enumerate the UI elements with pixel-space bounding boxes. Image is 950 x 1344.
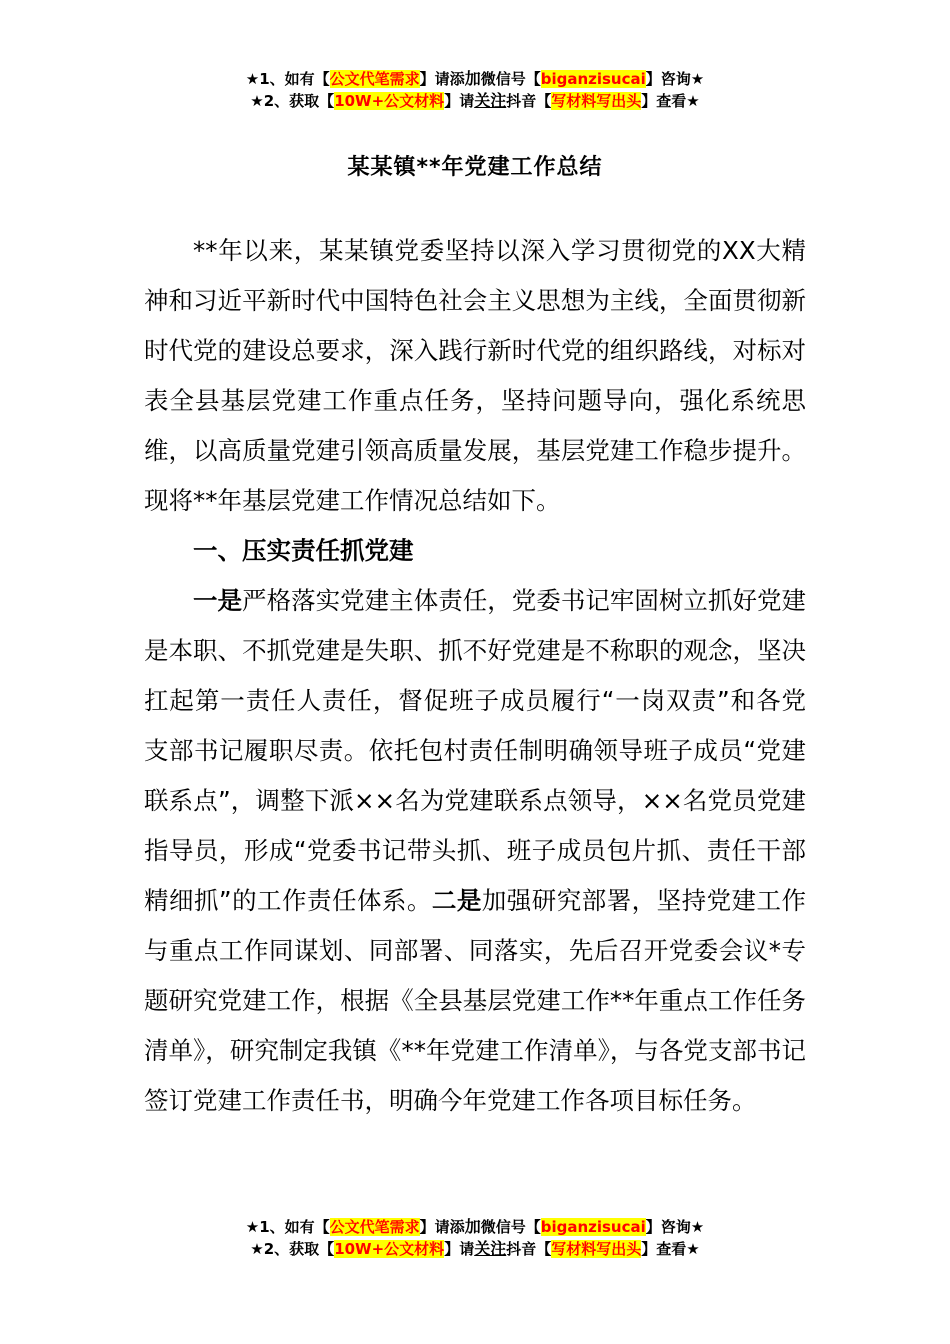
banner-line-2: ★2、获取【10W+公文材料】请关注抖音【写材料写出头】查看★	[250, 1239, 700, 1258]
header-banner	[0, 68, 950, 112]
section-paragraph: 一是严格落实党建主体责任，党委书记牢固树立抓好党建是本职、不抓党建是失职、抓不好党建是不称职的观念，坚决扛起第一责任人责任，督促班子成员履行“一岗双责”和各党支部书记履职尽责。依托包村责任制明确领导班子成员“党建联系点”，调整下派××名为党建联系点领导，××名党员党建指导员，形成“党委书记带头抓、班子成员包片抓、责任干部精细抓”的工作责任体系。二是加强研究部署，坚持党建工作与重点工作同谋划、同部署、同落实，先后召开党委会议*专题研究党建工作，根据《全县基层党建工作**年重点工作任务清单》，研究制定我镇《**年党建工作清单》，与各党支部书记签订党建工作责任书，明确今年党建工作各项目标任务。	[144, 586, 807, 1115]
banner-wechat-id: biganzisucai	[540, 1218, 646, 1236]
intro-paragraph: **年以来，某某镇党委坚持以深入学习贯彻党的XX大精神和习近平新时代中国特色社会主义思想为主线，全面贯彻新时代党的建设总要求，深入践行新时代党的组织路线，对标对表全县基层党建工作重点任务，坚持问题导向，强化系统思维，以高质量党建引领高质量发展，基层党建工作稳步提升。现将**年基层党建工作情况总结如下。	[144, 236, 806, 515]
banner-wechat-id: biganzisucai	[540, 70, 646, 88]
banner-line-1: ★1、如有【公文代笔需求】请添加微信号【biganzisucai】咨询★	[245, 1217, 705, 1236]
footer-banner	[0, 1216, 950, 1260]
section-heading: 一、压实责任抓党建	[193, 536, 414, 565]
document-body	[144, 226, 806, 1126]
document-title: 某某镇**年党建工作总结	[347, 155, 603, 180]
banner-douyin-id: 写材料写出头	[551, 92, 642, 110]
lead-phrase: 一是	[193, 586, 243, 615]
banner-highlight: 公文代笔需求	[329, 1218, 420, 1236]
lead-phrase: 二是	[431, 886, 482, 915]
banner-highlight: 公文代笔需求	[329, 70, 420, 88]
banner-line-2: ★2、获取【10W+公文材料】请关注抖音【写材料写出头】查看★	[250, 91, 700, 110]
banner-douyin-id: 写材料写出头	[551, 1240, 642, 1258]
banner-line-1: ★1、如有【公文代笔需求】请添加微信号【biganzisucai】咨询★	[245, 69, 705, 88]
banner-highlight: 10W+公文材料	[334, 92, 445, 110]
banner-highlight: 10W+公文材料	[334, 1240, 445, 1258]
